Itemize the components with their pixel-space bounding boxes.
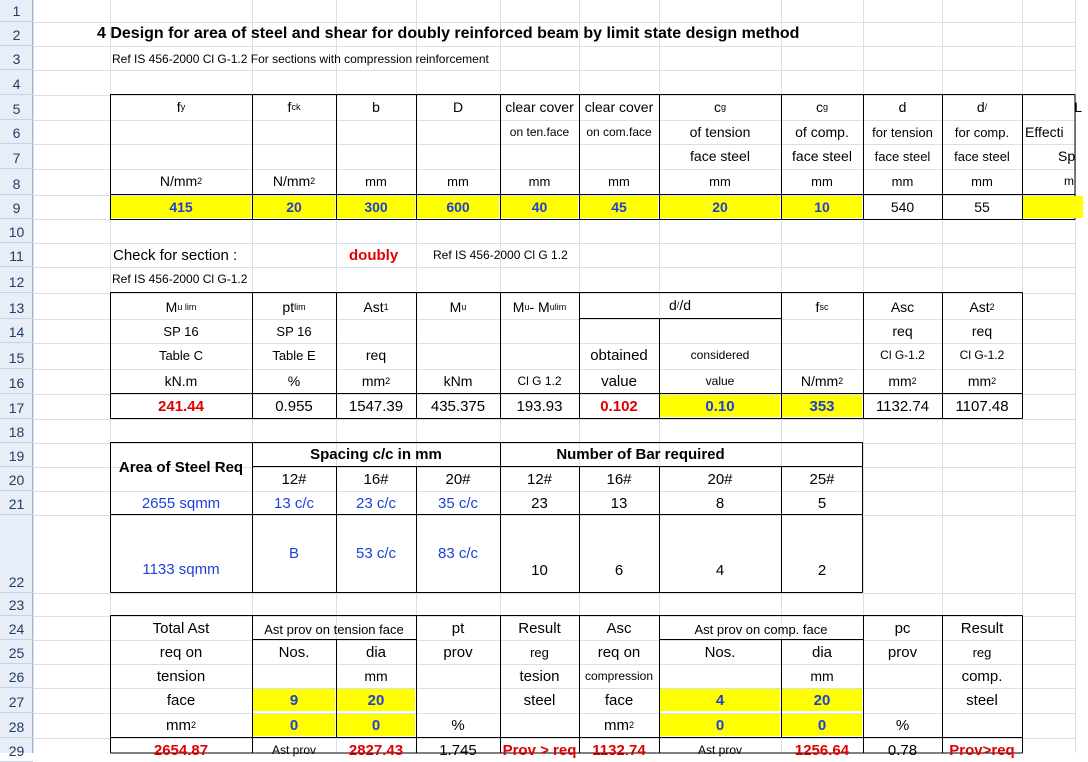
row-number[interactable]: 29 [0,738,33,762]
input-D[interactable]: 600 [417,196,499,218]
spacing-r1-20: 35 c/c [437,494,479,512]
header-mulim-tablec: Table C [158,347,204,363]
unit-D: mm [447,173,469,189]
header-asc: Asc [890,299,915,315]
value-ptlim: 0.955 [275,397,313,415]
row-number[interactable]: 26 [0,664,33,688]
header-cg-ten-3: face steel [690,148,750,164]
row-number[interactable]: 3 [0,46,33,70]
row-number[interactable]: 12 [0,267,33,293]
row-number[interactable]: 18 [0,419,33,443]
header-dprime-2: for comp. [954,124,1010,140]
value-asc-req: 1132.74 [592,741,646,759]
unit-fsc: N/mm 2 [800,373,844,389]
pc-unit: % [895,716,910,734]
value-ast-prov-comp: 1256.64 [794,741,850,759]
row-number[interactable]: 14 [0,319,33,343]
asc-face: face [604,691,634,709]
row-number[interactable]: 23 [0,593,33,616]
row-number[interactable]: 19 [0,443,33,467]
header-mudiff: M u - M ulim [512,299,567,315]
pt-unit: % [451,716,465,734]
row-number[interactable]: 7 [0,144,33,169]
count-r1-12: 23 [531,494,548,512]
dia-label: dia [365,643,387,661]
row-number[interactable]: 11 [0,243,33,267]
header-cover-ten: clear cover [505,99,574,115]
result-steel: steel [523,691,556,709]
header-cg-com-2: of comp. [795,124,849,140]
header-b: b [372,99,380,115]
area-row-2: 1133 sqmm [142,560,220,578]
input-nos2-b[interactable]: 0 [660,714,780,736]
total-ast-1: Total Ast [152,619,210,637]
unit-mu: kNm [443,373,473,389]
value-result-tension: Prov > req [502,741,577,759]
label-ast-prov-comp: Ast prov [697,743,742,757]
number-head-20: 20# [707,470,733,488]
asc-req-on: req on [597,643,641,661]
count-r2-20: 4 [715,561,725,579]
header-ast2-ref: Cl G-1.2 [959,348,1005,362]
sheet-title: 4 Design for area of steel and shear for doubly reinforced beam by limit state design method [97,25,800,42]
result2-steel: steel [966,691,998,709]
header-considered-value: value [705,374,735,388]
unit-ast2: mm 2 [967,373,997,389]
header-mu: M u [449,299,467,315]
dia2-label: dia [811,643,833,661]
unit-d: mm [891,173,914,189]
input-nos2-a[interactable]: 4 [660,689,780,711]
value-ast2: 1107.48 [955,397,1009,415]
header-d-2: for tension [872,124,933,140]
unit-mudiff: Cl G 1.2 [517,374,562,388]
spacing-label: Spacing c/c in mm [310,445,442,463]
value-ast1: 1547.39 [348,397,404,415]
unit-cover-com: mm [608,173,630,189]
header-obtained: obtained [590,346,648,364]
header-D: D [452,99,464,115]
header-dprime: d / [976,99,988,115]
result2-comp: comp. [961,667,1003,685]
ast-prov-ten-label: Ast prov on tension face [264,621,404,637]
count-r1-20: 8 [715,494,725,512]
unit-ast1: mm 2 [361,373,391,389]
count-r1-16: 13 [610,494,628,512]
header-ast2: Ast 2 [969,299,995,315]
header-d-3: face steel [874,148,931,164]
result2-label: Result [960,619,1004,637]
row-number[interactable]: 21 [0,491,33,515]
header-asc-req: req [892,323,913,339]
asc-label: Asc [606,619,632,637]
row-number[interactable]: 25 [0,640,33,664]
header-d: d [898,99,907,115]
row-header-column [0,0,33,759]
nos2-label: Nos. [704,643,736,661]
spacing-r2-16: 53 c/c [355,544,397,562]
spacing-r2-12: B [288,544,299,562]
pc-label: pc [894,619,911,637]
header-ast2-req: req [971,323,993,339]
unit-asc: mm 2 [888,373,917,389]
row-number[interactable]: 22 [0,515,33,593]
input-nos-b[interactable]: 0 [253,714,335,736]
ref-line: Ref IS 456-2000 Cl G-1.2 For sections with compression reinforcement [112,52,489,66]
number-head-16: 16# [606,470,632,488]
value-mu: 435.375 [430,397,486,415]
header-cg-com-3: face steel [792,148,852,164]
header-ast1: Ast 1 [363,299,389,315]
spacing-r1-16: 23 c/c [355,494,397,512]
count-r1-25: 5 [817,494,827,512]
dia2-unit: mm [810,668,834,684]
value-mulim: 241.44 [158,397,204,415]
input-dia2-a[interactable]: 20 [782,689,862,711]
header-ptlim-sp16: SP 16 [276,323,312,339]
row-number[interactable]: 8 [0,169,33,195]
header-cg-com: c g [815,99,828,115]
check-label: Check for section : [113,246,238,264]
value-pc-prov: 0.78 [887,741,918,759]
input-fy[interactable]: 415 [111,196,251,218]
value-d: 540 [890,199,915,215]
header-dratio: d / /d [669,297,691,313]
total-ast-unit: mm 2 [165,716,196,734]
row-number[interactable]: 27 [0,688,33,713]
row-number[interactable]: 1 [0,0,33,22]
row-number[interactable]: 20 [0,467,33,491]
count-r2-25: 2 [817,561,827,579]
unit-cg-com: mm [811,173,833,189]
total-ast-4: face [166,691,196,709]
unit-mulim: kN.m [164,373,198,389]
input-b[interactable]: 300 [337,196,415,218]
header-fsc: f sc [815,299,829,315]
spacing-r2-20: 83 c/c [437,544,479,562]
header-cover-ten-2: on ten.face [509,125,570,139]
row-number[interactable]: 24 [0,616,33,640]
asc-compression: compression [584,669,654,683]
row-number[interactable]: 13 [0,293,33,319]
value-mudiff: 193.93 [516,397,563,415]
unit-dprime: mm [971,173,993,189]
input-considered[interactable]: 0.10 [660,395,780,417]
input-fck[interactable]: 20 [253,196,335,218]
check-value: doubly [349,246,399,264]
header-mulim: M u lim [165,299,197,315]
input-eff-span[interactable] [1023,196,1083,218]
input-dia-a[interactable]: 20 [337,689,415,711]
dia-unit: mm [364,668,388,684]
unit-fy: N/mm 2 [159,173,203,189]
header-cg-ten: c g [713,99,726,115]
value-obtained: 0.102 [600,397,638,415]
spacing-head-12: 12# [281,470,307,488]
spacing-r1-12: 13 c/c [273,494,315,512]
unit-ptlim: % [287,373,301,389]
header-eff: L [1074,99,1082,115]
header-cover-com: clear cover [584,99,654,115]
unit-cover-ten: mm [528,173,551,189]
input-fsc[interactable]: 353 [782,395,862,417]
area-row-1: 2655 sqmm [141,494,221,512]
header-cg-ten-2: of tension [689,124,751,140]
row-number[interactable]: 10 [0,219,33,243]
row-number[interactable]: 5 [0,95,33,120]
unit-eff: m [1064,174,1074,188]
input-dia-b[interactable]: 0 [337,714,415,736]
row-number[interactable]: 2 [0,22,33,46]
check-ref-2: Ref IS 456-2000 Cl G-1.2 [112,272,248,286]
header-ast1-req: req [365,347,387,363]
input-cover-ten[interactable]: 40 [501,196,578,218]
input-nos-a[interactable]: 9 [253,689,335,711]
header-obtained-value: value [601,372,637,390]
asc-unit: mm 2 [603,716,634,734]
header-cover-com-2: on com.face [586,125,652,139]
spacing-head-20: 20# [445,470,471,488]
value-ast-prov: 2827.43 [348,741,404,759]
pt-label: pt [451,619,465,637]
pc-prov-label: prov [887,643,918,661]
row-number[interactable]: 17 [0,394,33,419]
value-asc: 1132.74 [875,397,930,415]
result-label: Result [518,619,561,637]
row-number[interactable]: 15 [0,343,33,369]
number-head-25: 25# [809,470,835,488]
header-fck: f ck [287,99,301,115]
result-reg: reg [530,644,549,660]
unit-fck: N/mm 2 [272,173,316,189]
header-ptlim: pt lim [282,299,306,315]
header-mulim-sp16: SP 16 [163,323,199,339]
pt-prov-label: prov [443,643,473,661]
header-fy: f y [176,99,186,115]
header-dprime-3: face steel [954,148,1010,164]
ast-prov-comp-label: Ast prov on comp. face [694,621,828,637]
header-considered: considered [690,348,750,362]
value-pt-prov: 1.745 [439,741,477,759]
spacing-head-16: 16# [363,470,389,488]
result2-reg: reg [972,644,992,660]
row-number[interactable]: 9 [0,195,33,219]
header-eff-2: Effecti [1025,124,1064,140]
number-head-12: 12# [526,470,553,488]
unit-cg-ten: mm [709,173,731,189]
row-number[interactable]: 6 [0,120,33,144]
unit-b: mm [365,173,387,189]
result-tesion: tesion [519,667,560,685]
input-cover-com[interactable]: 45 [580,196,658,218]
check-ref: Ref IS 456-2000 Cl G 1.2 [433,248,568,262]
count-r2-16: 6 [614,561,624,579]
count-r2-12: 10 [531,561,548,579]
total-ast-3: tension [156,667,206,685]
value-result-comp: Prov>req [949,741,1015,759]
number-label: Number of Bar required [556,445,725,463]
nos-label: Nos. [278,643,310,661]
input-dia2-b[interactable]: 0 [782,714,862,736]
input-cg-ten[interactable]: 20 [660,196,780,218]
total-ast-2: req on [159,643,203,661]
area-of-steel-label: Area of Steel Req [118,458,244,476]
row-number[interactable]: 28 [0,713,33,738]
value-dprime: 55 [974,199,990,215]
header-asc-ref: Cl G-1.2 [880,348,925,362]
label-ast-prov: Ast prov [271,743,316,757]
header-ptlim-tablee: Table E [272,347,316,363]
row-number[interactable]: 16 [0,369,33,394]
row-number[interactable]: 4 [0,70,33,95]
value-total-ast: 2654.87 [153,741,209,759]
input-cg-com[interactable]: 10 [782,196,862,218]
header-eff-3: Sp [1058,148,1076,164]
